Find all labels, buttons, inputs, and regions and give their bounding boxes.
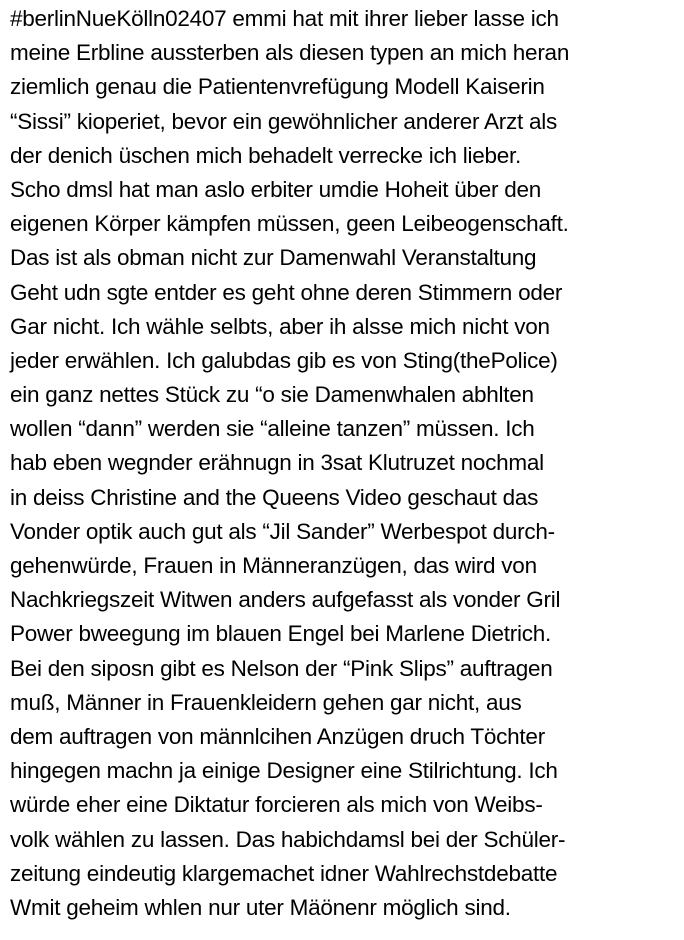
text-line: Wmit geheim whlen nur uter Mäönenr möglich sind. — [10, 894, 511, 920]
text-line: ein ganz nettes Stück zu “o sie Damenwhalen abhlten — [10, 382, 534, 408]
text-line: meine Erbline aussterben als diesen typen an mich heran — [10, 40, 570, 66]
text-line: würde eher eine Diktatur forcieren als mich von Weibs- — [10, 792, 543, 818]
text-line: Scho dmsl hat man aslo erbiter umdie Hoheit über den — [10, 176, 542, 202]
text-line: volk wählen zu lassen. Das habichdamsl bei der Schüler- — [10, 826, 566, 852]
text-line: in deiss Christine and the Queens Video geschaut das — [10, 484, 539, 510]
text-line: Geht udn sgte entder es geht ohne deren Stimmern oder — [10, 279, 563, 305]
text-line: der denich üschen mich behadelt verrecke ich lieber. — [10, 142, 522, 168]
text-line: gehenwürde, Frauen in Männeranzügen, das wird von — [10, 553, 537, 578]
text-line: Das ist als obman nicht zur Damenwahl Veranstaltung — [10, 245, 537, 271]
text-line: Vonder optik auch gut als “Jil Sander” Werbespot durch- — [10, 518, 555, 544]
text-line: Bei den siposn gibt es Nelson der “Pink Slips” auftragen — [10, 655, 553, 681]
text-line: Nachkriegszeit Witwen anders aufgefasst als vonder Gril — [10, 587, 561, 613]
text-line: zeitung eindeutig klargemachet idner Wahlrechstdebatte — [10, 860, 558, 886]
text-line: hingegen machn ja einige Designer eine Stilrichtung. Ich — [10, 758, 558, 784]
text-line: muß, Männer in Frauenkleidern gehen gar nicht, aus — [10, 689, 522, 715]
document-text — [10, 2, 680, 925]
text-line: dem auftragen von männlcihen Anzügen druch Töchter — [10, 723, 545, 749]
text-line: eigenen Körper kämpfen müssen, geen Leibeogenschaft. — [10, 211, 569, 237]
text-line: “Sissi” kioperiet, bevor ein gewöhnlicher anderer Arzt als — [10, 108, 558, 134]
text-line: #berlinNueKölln02407 emmi hat mit ihrer lieber lasse ich — [10, 6, 559, 31]
text-line: Power bweegung im blauen Engel bei Marlene Dietrich. — [10, 621, 552, 647]
text-line: wollen “dann” werden sie “alleine tanzen” müssen. Ich — [10, 416, 535, 442]
text-line: hab eben wegnder erähnugn in 3sat Klutruzet nochmal — [10, 450, 544, 476]
text-line: Gar nicht. Ich wähle selbts, aber ih alsse mich nicht von — [10, 313, 550, 339]
text-line: ziemlich genau die Patientenvrefügung Modell Kaiserin — [10, 74, 545, 100]
text-line: jeder erwählen. Ich galubdas gib es von Sting(thePolice) — [10, 347, 558, 373]
